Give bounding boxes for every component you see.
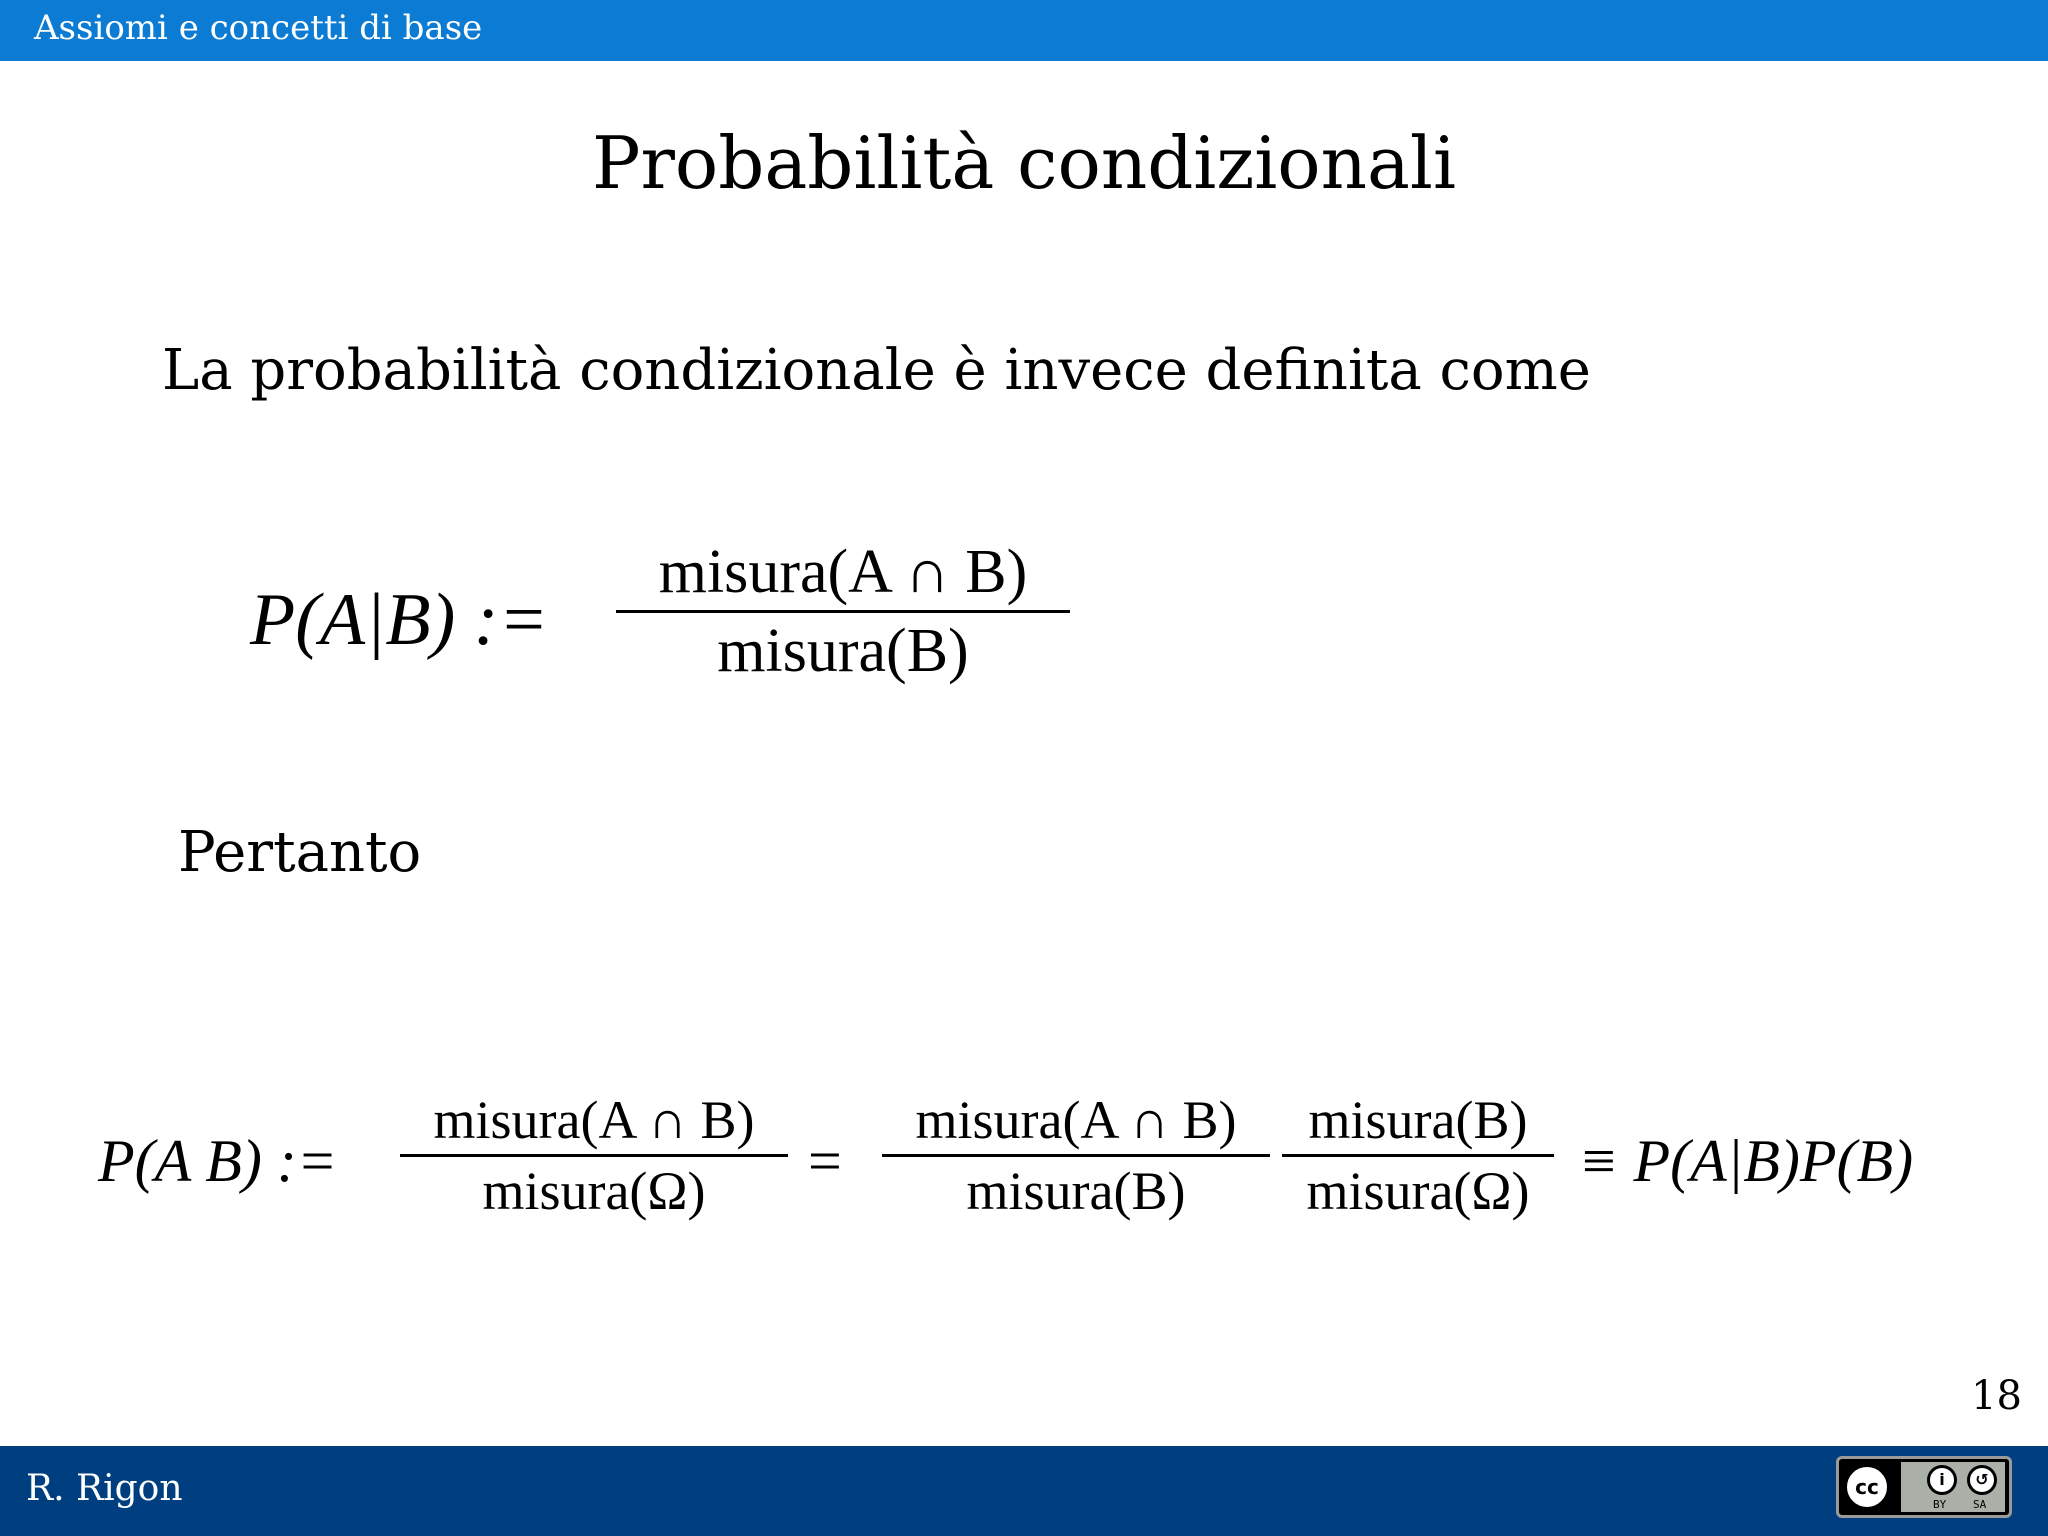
page-number: 18 — [1971, 1373, 2022, 1419]
by-label: BY — [1933, 1498, 1947, 1511]
cc-logo-icon: cc — [1843, 1463, 1891, 1511]
sa-label: SA — [1973, 1498, 1987, 1511]
eq2-fraction-1-numerator: misura(A ∩ B) — [433, 1090, 755, 1150]
slide-title: Probabilità condizionali — [592, 121, 1456, 205]
header-bar — [0, 0, 2048, 61]
eq2-fraction-3-numerator: misura(B) — [1308, 1090, 1528, 1150]
eq2-fraction-2-numerator: misura(A ∩ B) — [915, 1090, 1237, 1150]
eq2-fraction-2-denominator: misura(B) — [966, 1161, 1186, 1221]
section-title: Assiomi e concetti di base — [34, 8, 483, 48]
eq2-fraction-1 — [400, 1086, 788, 1225]
transition-text: Pertanto — [178, 820, 422, 885]
eq2-fraction-1-denominator: misura(Ω) — [482, 1161, 706, 1221]
eq2-equals: = — [808, 1128, 842, 1194]
share-alike-icon: ↺ — [1967, 1465, 1997, 1495]
footer-bar — [0, 1446, 2048, 1536]
cc-by-sa-icon — [1836, 1456, 2012, 1518]
intro-text: La probabilità condizionale è invece definita come — [162, 338, 1591, 403]
attribution-icon: i — [1927, 1465, 1957, 1495]
eq2-fraction-2 — [882, 1086, 1270, 1225]
author-name: R. Rigon — [26, 1468, 183, 1509]
eq2-fraction-3-denominator: misura(Ω) — [1306, 1161, 1530, 1221]
eq1-fraction — [616, 534, 1070, 689]
eq2-rhs: ≡ P(A|B)P(B) — [1578, 1128, 1914, 1194]
eq1-lhs: P(A|B) := — [250, 579, 549, 661]
eq1-numerator: misura(A ∩ B) — [658, 538, 1028, 606]
eq2-lhs: P(A B) := — [98, 1128, 338, 1194]
eq2-fraction-3 — [1282, 1086, 1554, 1225]
eq1-denominator: misura(B) — [717, 617, 969, 685]
